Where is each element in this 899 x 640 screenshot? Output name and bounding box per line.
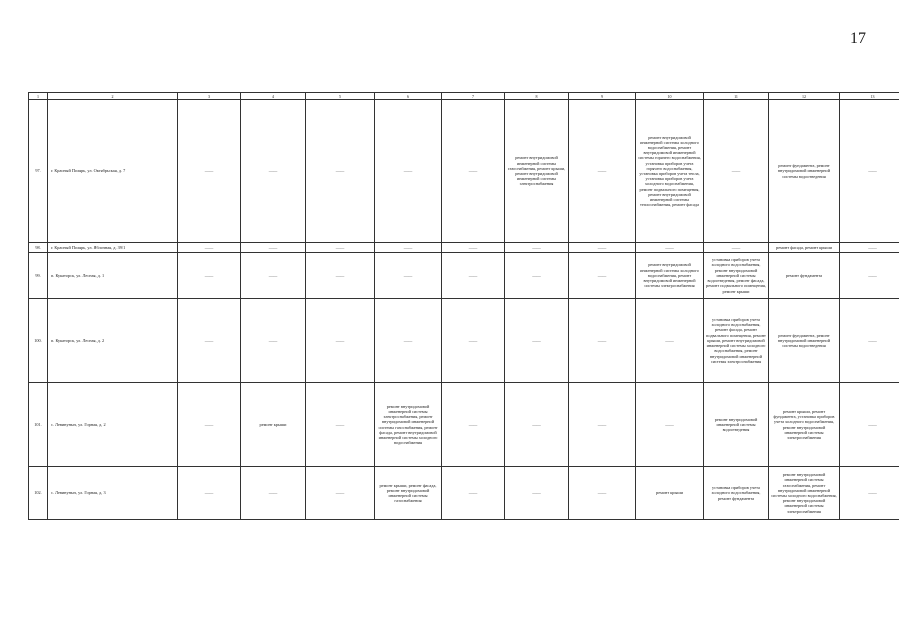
- table-cell: ——: [569, 243, 636, 253]
- table-cell: ——: [505, 243, 569, 253]
- table-cell: ——: [306, 243, 375, 253]
- table-cell: ——: [375, 100, 442, 243]
- column-number: 7: [442, 93, 505, 100]
- table-cell: установка приборов учета холодного водоснабжения, ремонт фундамента: [704, 467, 769, 520]
- table-cell: ——: [840, 383, 899, 467]
- table-cell: ——: [375, 253, 442, 299]
- table-cell: ——: [442, 383, 505, 467]
- table-row: [29, 100, 899, 243]
- table-cell: ——: [241, 253, 306, 299]
- table-row: [29, 383, 899, 467]
- table-cell: ремонт крыши, ремонт фасада, ремонт внутридомовой инженерной системы газоснабжения: [375, 467, 442, 520]
- table-cell: ——: [306, 467, 375, 520]
- table-cell: ——: [178, 100, 241, 243]
- table-cell: ремонт внутридомовой инженерной системы электроснабжения, ремонт внутридомовой инженерной системы газоснабжения, ремонт фасада, ремонт внутридомовой инженерной системы холодного водоснабжения: [375, 383, 442, 467]
- table-cell: ——: [636, 383, 704, 467]
- table-cell: ——: [840, 253, 899, 299]
- table-cell: ——: [442, 100, 505, 243]
- column-number: 5: [306, 93, 375, 100]
- table-cell: ——: [704, 100, 769, 243]
- table-cell: ——: [241, 100, 306, 243]
- address-cell: п. Кукаторск, ул. Лесная, д. 2: [48, 299, 178, 383]
- table-cell: ——: [241, 299, 306, 383]
- table-cell: ——: [178, 299, 241, 383]
- table-cell: ——: [306, 299, 375, 383]
- table-cell: ——: [375, 299, 442, 383]
- table-cell: ремонт фундамента: [769, 253, 840, 299]
- table-cell: ——: [505, 299, 569, 383]
- table-cell: ——: [505, 383, 569, 467]
- table-row: [29, 299, 899, 383]
- row-number: 99.: [29, 253, 48, 299]
- row-number: 97.: [29, 100, 48, 243]
- address-cell: п. Кукаторск, ул. Лесная, д. 1: [48, 253, 178, 299]
- address-cell: г. Красный Полярь, ул. Октябрьская, д. 7: [48, 100, 178, 243]
- row-number: 100.: [29, 299, 48, 383]
- table-cell: ——: [840, 467, 899, 520]
- column-number: 3: [178, 93, 241, 100]
- table-cell: ——: [569, 100, 636, 243]
- row-number: 102.: [29, 467, 48, 520]
- column-number: 9: [569, 93, 636, 100]
- table-cell: ремонт фундамента, ремонт внутридомовой инженерной системы водоотведения: [769, 100, 840, 243]
- table-cell: ——: [840, 243, 899, 253]
- table-cell: ремонт фундамента, ремонт внутридомовой инженерной системы водоотведения: [769, 299, 840, 383]
- table-cell: ——: [178, 467, 241, 520]
- column-number: 1: [29, 93, 48, 100]
- table-cell: ——: [178, 243, 241, 253]
- table-row: [29, 253, 899, 299]
- table-cell: ремонт внутридомовой инженерной системы газоснабжения, ремонт внутридомовой инженерной системы холодного водоснабжения, ремонт внутридомовой инженерной системы электроснабжения: [769, 467, 840, 520]
- table-cell: ——: [306, 100, 375, 243]
- table-cell: ремонт фасада, ремонт крыши: [769, 243, 840, 253]
- column-number: 6: [375, 93, 442, 100]
- table-cell: ремонт внутридомовой инженерной системы холодного водоснабжения, ремонт внутридомовой инженерной системы электроснабжения: [636, 253, 704, 299]
- table-cell: ——: [178, 383, 241, 467]
- table-cell: ——: [569, 383, 636, 467]
- table-cell: ремонт внутридомовой инженерной системы холодного водоснабжения, ремонт внутридомовой инженерной системы горячего водоснабжения, установка приборов учета горячего водоснабжения, установка приборов учета тепла, установка приборов учета холодного водоснабжения, ремонт подвального помещения, ремонт внутридомовой инженерной системы теплоснабжения, ремонт фасада: [636, 100, 704, 243]
- table-header-row: [29, 93, 899, 100]
- table-cell: ——: [306, 253, 375, 299]
- table-cell: ——: [840, 299, 899, 383]
- table-cell: ——: [636, 243, 704, 253]
- column-number: 10: [636, 93, 704, 100]
- table-cell: ремонт крыши, ремонт фундамента, установка приборов учета холодного водоснабжения, ремонт внутридомовой инженерной системы электроснабжения: [769, 383, 840, 467]
- table-cell: ремонт внутридомовой инженерной системы газоснабжения, ремонт крыши, ремонт внутридомовой инженерной системы электроснабжения: [505, 100, 569, 243]
- column-number: 12: [769, 93, 840, 100]
- column-number: 11: [704, 93, 769, 100]
- column-number: 2: [48, 93, 178, 100]
- table-cell: ——: [442, 253, 505, 299]
- table-cell: ——: [569, 299, 636, 383]
- table-cell: ——: [442, 467, 505, 520]
- table-row: [29, 243, 899, 253]
- table-cell: ——: [442, 243, 505, 253]
- table-cell: ремонт крыши: [241, 383, 306, 467]
- page-number: 17: [850, 30, 866, 47]
- table-cell: ——: [840, 100, 899, 243]
- table-cell: ——: [241, 467, 306, 520]
- table-cell: ——: [306, 383, 375, 467]
- table-row: [29, 467, 899, 520]
- table-cell: ——: [569, 253, 636, 299]
- column-number: 8: [505, 93, 569, 100]
- table-cell: ——: [442, 299, 505, 383]
- table-cell: ——: [505, 467, 569, 520]
- table-cell: ——: [569, 467, 636, 520]
- table-cell: ——: [505, 253, 569, 299]
- address-cell: г. Красный Полярь, ул. Яблочная, д. 39/1: [48, 243, 178, 253]
- table-cell: ремонт внутридомовой инженерной системы водоотведения: [704, 383, 769, 467]
- row-number: 98.: [29, 243, 48, 253]
- table-cell: ——: [178, 253, 241, 299]
- table-cell: установка приборов учета холодного водоснабжения, ремонт фасада, ремонт подвального помещения, ремонт крыши, ремонт внутридомовой инженерной системы холодного водоснабжения, ремонт внутридомовой инженерной системы электроснабжения: [704, 299, 769, 383]
- column-number: 13: [840, 93, 899, 100]
- table-cell: ——: [636, 299, 704, 383]
- table-cell: ——: [241, 243, 306, 253]
- column-number: 4: [241, 93, 306, 100]
- address-cell: с. Левинуныч, ул. Горная, д. 3: [48, 467, 178, 520]
- table-cell: ——: [704, 243, 769, 253]
- repair-schedule-table: [28, 92, 899, 520]
- table-cell: ремонт крыши: [636, 467, 704, 520]
- table-cell: ——: [375, 243, 442, 253]
- table-cell: установка приборов учета холодного водоснабжения, ремонт внутридомовой инженерной системы водоотведения, ремонт фасада, ремонт подвального помещения, ремонт крыши: [704, 253, 769, 299]
- address-cell: с. Левинуныч, ул. Горная, д. 2: [48, 383, 178, 467]
- row-number: 101.: [29, 383, 48, 467]
